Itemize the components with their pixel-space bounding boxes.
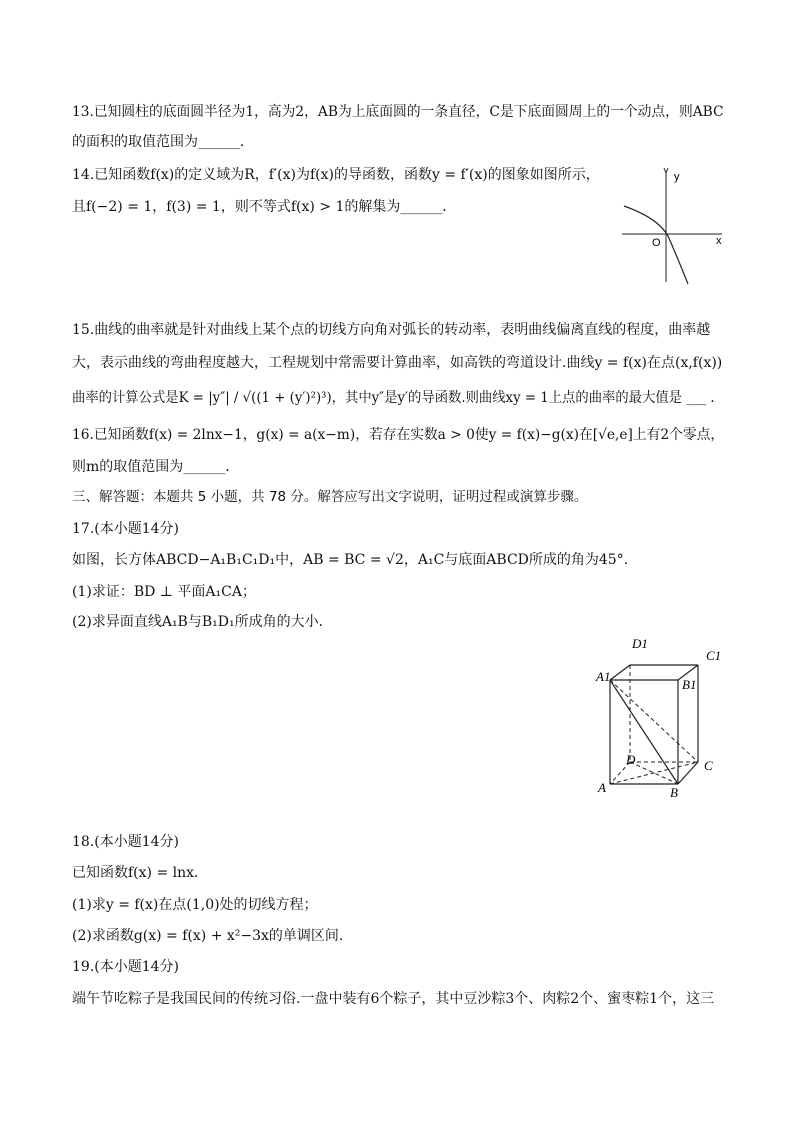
label-C1: C1 — [706, 648, 722, 663]
q17-part-1: (1)求证：BD ⊥ 平面A₁CA； — [72, 584, 256, 600]
label-D1: D1 — [632, 636, 648, 651]
label-A: A — [598, 780, 606, 795]
q17-header: 17.(本小题14分) — [72, 521, 180, 537]
q14-line-2: 且f(−2) = 1，f(3) = 1，则不等式f(x) > 1的解集为______． — [72, 199, 457, 215]
label-B: B — [670, 785, 678, 800]
q18-stem: 已知函数f(x) = lnx． — [72, 865, 209, 881]
q19-stem: 端午节吃粽子是我国民间的传统习俗.一盘中装有6个粽子，其中豆沙粽3个、肉粽2个、蜜枣粽1个，这三 — [72, 991, 715, 1007]
y-axis-label: y — [674, 171, 680, 183]
q19-header: 19.(本小题14分) — [72, 959, 180, 975]
q17-stem: 如图，长方体ABCD−A₁B₁C₁D₁中，AB = BC = √2，A₁C与底面ABCD所成的角为45°． — [72, 552, 638, 568]
label-D: D — [626, 752, 636, 767]
q16-line-1: 16.已知函数f(x) = 2lnx−1，g(x) = a(x−m)，若存在实数a > 0使y = f(x)−g(x)在[√e,e]上有2个零点， — [72, 427, 725, 443]
section-3-heading: 三、解答题：本题共 5 小题，共 78 分。解答应写出文字说明，证明过程或演算步骤。 — [72, 489, 588, 505]
q18-header: 18.(本小题14分) — [72, 834, 180, 850]
q17-part-2: (2)求异面直线A₁B与B₁D₁所成角的大小． — [72, 614, 333, 630]
derivative-graph — [618, 166, 728, 288]
x-axis-label: x — [716, 235, 722, 247]
q18-part-1: (1)求y = f(x)在点(1,0)处的切线方程； — [72, 897, 318, 913]
q13-line-2: 的面积的取值范围为______． — [72, 134, 254, 150]
q15-line-3: 曲率的计算公式是K = |y″| / √((1 + (y′)²)³)，其中y″是y′的导函数.则曲线xy = 1上点的曲率的最大值是 ___ ． — [72, 390, 724, 406]
q15-line-1: 15.曲线的曲率就是针对曲线上某个点的切线方向角对弧长的转动率，表明曲线偏离直线的程度，曲率越 — [72, 322, 711, 338]
q16-line-2: 则m的取值范围为______． — [72, 459, 240, 475]
q15-line-2: 大，表示曲线的弯曲程度越大，工程规划中常需要计算曲率，如高铁的弯道设计.曲线y = f(x)在点(x,f(x)) — [72, 355, 723, 371]
cuboid-figure — [590, 632, 730, 802]
q18-part-2: (2)求函数g(x) = f(x) + x²−3x的单调区间． — [72, 928, 353, 944]
origin-label: O — [652, 237, 661, 249]
label-A1: A1 — [596, 669, 611, 684]
label-C: C — [704, 758, 713, 773]
q14-line-1: 14.已知函数f(x)的定义域为R，f′(x)为f(x)的导函数，函数y = f′(x)的图象如图所示， — [72, 167, 600, 183]
q13-line-1: 13.已知圆柱的底面圆半径为1，高为2，AB为上底面圆的一条直径，C是下底面圆周上的一个动点，则ABC — [72, 104, 724, 120]
label-B1: B1 — [682, 677, 697, 692]
